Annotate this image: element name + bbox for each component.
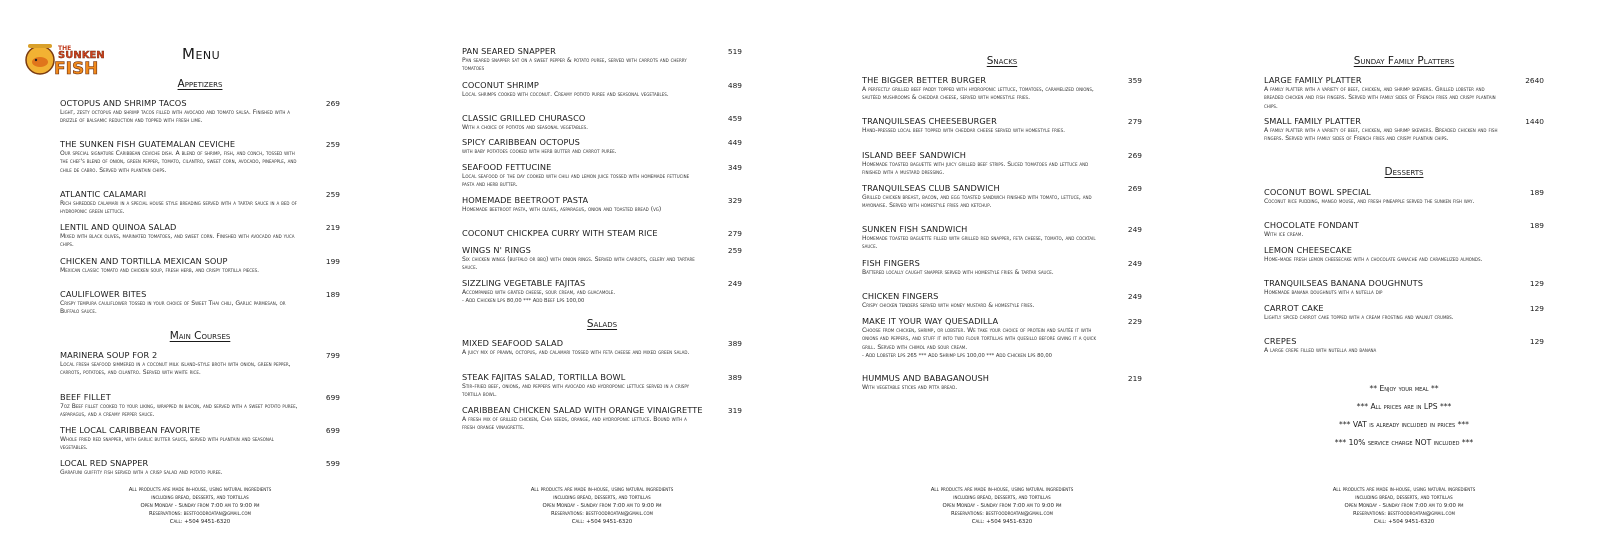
menu-item-header (1264, 187, 1544, 197)
menu-item-price: 269 (325, 99, 340, 108)
menu-item-description: A juicy mix of prawn, octopus, and calamari tossed with feta cheese and mixed green salad. (462, 349, 690, 356)
menu-item-addon-note: - Add Chicken Lps 80,00 *** Add Beef Lps 100,00 (462, 298, 585, 305)
menu-item-header (462, 195, 742, 205)
menu-item-description: Lightly spiced carrot cake topped with a cream frosting and walnut crumbs. (1264, 314, 1454, 321)
menu-item (462, 46, 742, 74)
menu-item-header (462, 228, 742, 238)
menu-item-price: 219 (1127, 374, 1142, 383)
logo-line3: FISH (54, 59, 99, 78)
menu-item-price: 269 (1127, 151, 1142, 160)
menu-item-price: 219 (325, 223, 340, 232)
menu-item-header (60, 222, 340, 232)
menu-item (862, 150, 1142, 178)
footer-line: All products are made in-house, using natural ingredients (530, 487, 674, 493)
menu-item-description: Local shrimps cooked with coconut. Creamy potato puree and seasonal vegetables. (462, 91, 669, 98)
menu-item-price: 2640 (1525, 76, 1544, 85)
menu-item (862, 291, 1142, 310)
menu-item-header (862, 75, 1142, 85)
footer-line: including bread, desserts, and tortillas (553, 495, 651, 501)
menu-item-description: Stir-fried beef, onions, and peppers with avocado and hydroponic lettuce served in a crispy tortilla bowl. (462, 383, 690, 399)
menu-item-name: FISH FINGERS (862, 258, 920, 268)
menu-item-name: COCONUT CHICKPEA CURRY WITH STEAM RICE (462, 228, 658, 238)
menu-item (60, 222, 340, 250)
menu-item (1264, 245, 1544, 264)
menu-item-price: 359 (1127, 76, 1142, 85)
footer-line: All products are made in-house, using natural ingredients (930, 487, 1074, 493)
menu-item-header (862, 258, 1142, 268)
menu-item-price: 259 (325, 190, 340, 199)
column-main-courses-salads (462, 0, 742, 548)
menu-item-description: Homemade toasted baguette filled with grilled red snapper, feta cheese, tomato, and cocktail sauce. (862, 235, 1096, 251)
menu-item-description: 7oz Beef fillet cooked to your liking, wrapped in bacon, and served with a sweet potato puree, asparagus, and a creamy pepper sauce. (60, 403, 298, 419)
menu-item-name: LEMON CHEESECAKE (1264, 245, 1353, 255)
menu-item-name: LENTIL AND QUINOA SALAD (60, 222, 177, 232)
menu-item (462, 80, 742, 99)
menu-item (60, 392, 340, 420)
menu-item-description: Whole fried red snapper, with garlic butter sauce, served with plantain and seasonal vegetables. (60, 436, 274, 452)
menu-item (60, 458, 340, 477)
menu-item-description: Garafuni guiffity fish served with a crisp salad and potato puree. (60, 469, 223, 476)
menu-item-description: With a choice of potatos and seasonal vegetables. (462, 124, 589, 131)
menu-item-header (462, 278, 742, 288)
menu-item (462, 228, 742, 238)
menu-item (60, 289, 340, 317)
menu-item-price: 699 (325, 426, 340, 435)
menu-item-header (60, 458, 340, 468)
menu-item (60, 256, 340, 275)
menu-item-price: 199 (325, 257, 340, 266)
menu-item-description: with baby potatoes cooked with herb butter and carrot puree. (462, 148, 617, 155)
menu-item-header (462, 338, 742, 348)
menu-item (60, 350, 340, 378)
footer-line: including bread, desserts, and tortillas (1355, 495, 1453, 501)
menu-item-name: PAN SEARED SNAPPER (462, 46, 556, 56)
footer-line: Open Monday - Sunday from 7:00 am to 9:00 pm (1344, 503, 1464, 509)
column-platters-desserts (1264, 0, 1544, 548)
section-title-main-courses: Main Courses (169, 330, 231, 342)
menu-item (862, 258, 1142, 277)
menu-item-header (462, 245, 742, 255)
menu-item-price: 449 (727, 138, 742, 147)
logo-line2: SUNKEN (58, 50, 105, 61)
menu-item-name: TRANQUILSEAS CLUB SANDWICH (862, 183, 1000, 193)
menu-item-price: 229 (1127, 317, 1142, 326)
menu-item-header (1264, 278, 1544, 288)
footer (1264, 486, 1544, 526)
menu-item-name: MAKE IT YOUR WAY QUESADILLA (862, 316, 999, 326)
menu-item (462, 245, 742, 273)
menu-item-price: 259 (325, 140, 340, 149)
menu-item (60, 189, 340, 217)
menu-item-description: A family platter with a variety of beef, chicken, and shrimp skewers. Grilled lobster and breaded chicken and fish fingers. Served with family sides of French fries and crispy plantain chips. (1264, 86, 1496, 110)
section-title-platters: Sunday Family Platters (1353, 55, 1455, 67)
menu-item-name: CAULIFLOWER BITES (60, 289, 147, 299)
menu-item-price: 129 (1529, 279, 1544, 288)
menu-item (862, 183, 1142, 211)
menu-item-description: Our special signature Caribbean ceviche dish. A blend of shrimp, fish, and conch, tossed with the chef's blend of onion, green pepper, tomato, cilantro, sweet corn, avocado, pineapple, and chile de cabro. Served with plantain chips. (60, 150, 297, 174)
menu-item-price: 129 (1529, 337, 1544, 346)
menu-item (462, 162, 742, 190)
menu-item-description: Home-made fresh lemon cheesecake with a chocolate ganache and caramelized almonds. (1264, 256, 1483, 263)
menu-item-description: Homemade toasted baguette with juicy grilled beef strips. Sliced tomatoes and lettuce and finished with a mustard dressing. (862, 161, 1089, 177)
footer (462, 486, 742, 526)
menu-item-name: MIXED SEAFOOD SALAD (462, 338, 564, 348)
note-line: *** 10% service charge NOT included *** (1334, 438, 1474, 447)
footer-line: Open Monday - Sunday from 7:00 am to 9:00 pm (542, 503, 662, 509)
menu-item-price: 599 (325, 459, 340, 468)
menu-item (462, 195, 742, 214)
menu-item-price: 259 (727, 246, 742, 255)
menu-item (462, 278, 742, 305)
menu-item-price: 249 (1127, 225, 1142, 234)
menu-item-header (862, 316, 1142, 326)
menu-item-price: 279 (727, 229, 742, 238)
menu-item-description: Grilled chicken breast, bacon, and egg toasted sandwich finished with tomato, lettuce, and mayonaise. Served with homestyle fries and ketchup. (862, 194, 1092, 210)
menu-item-header (60, 139, 340, 149)
menu-item-name: CLASSIC GRILLED CHURASCO (462, 113, 586, 123)
menu-item-price: 389 (727, 339, 742, 348)
menu-item-description: Homemade banana doughnuts with a nutella dip (1264, 289, 1383, 296)
menu-item (1264, 336, 1544, 355)
menu-item-header (1264, 245, 1544, 255)
menu-item-name: WINGS N' RINGS (462, 245, 531, 255)
menu-item-description: Light, zesty octopus and shrimp tacos filled with avocado and tomato salsa. Finished with a drizzle of balsamic reduction and topped with fresh lime. (60, 109, 290, 125)
menu-item-name: SPICY CARIBBEAN OCTOPUS (462, 137, 580, 147)
menu-item-header (462, 372, 742, 382)
menu-item-header (862, 291, 1142, 301)
note-line: ** Enjoy your meal ** (1369, 384, 1439, 393)
menu-item-description: A large crepe filled with nutella and banana (1264, 347, 1377, 354)
menu-item-description: Mexican classic tomato and chicken soup, fresh herb, and crispy tortilla pieces. (60, 267, 260, 274)
menu-item-name: CHOCOLATE FONDANT (1264, 220, 1359, 230)
menu-item-description: Local seafood of the day cooked with chili and lemon juice tossed with homemade fettucine pasta and herb butter. (462, 173, 690, 189)
menu-item-header (462, 113, 742, 123)
menu-item-name: SUNKEN FISH SANDWICH (862, 224, 968, 234)
menu-item-price: 269 (1127, 184, 1142, 193)
menu-item-header (862, 150, 1142, 160)
menu-item-name: OCTOPUS AND SHRIMP TACOS (60, 98, 187, 108)
menu-item-price: 389 (727, 373, 742, 382)
menu-item-name: BEEF FILLET (60, 392, 111, 402)
menu-item-name: CREPES (1264, 336, 1297, 346)
menu-item-description: A perfectly grilled beef paddy topped with hydroponic lettuce, tomatoes, caramelized onions, sautéed mushrooms & cheddar cheese, served with homestyle fries. (862, 86, 1094, 102)
menu-item (462, 372, 742, 400)
menu-item-addon-note: - Add Lobster Lps 265 *** Add Shrimp Lps 100,00 *** Add Chicken Lps 80,00 (862, 353, 1052, 360)
menu-item-header (60, 98, 340, 108)
menu-item (1264, 303, 1544, 322)
menu-notes (1264, 384, 1544, 456)
logo-line1: THE (58, 45, 72, 52)
menu-item-header (1264, 220, 1544, 230)
menu-item-header (462, 137, 742, 147)
footer-line: Call: +504 9451-6320 (1373, 519, 1435, 525)
menu-item-name: CHICKEN AND TORTILLA MEXICAN SOUP (60, 256, 228, 266)
footer-line: Call: +504 9451-6320 (971, 519, 1033, 525)
menu-item-name: SIZZLING VEGETABLE FAJITAS (462, 278, 586, 288)
menu-item-name: TRANQUILSEAS BANANA DOUGHNUTS (1264, 278, 1423, 288)
menu-item-description: Homemade beetroot pasta, with olives, asparagus, onion and toasted bread (vg) (462, 206, 662, 213)
menu-item-name: COCONUT SHRIMP (462, 80, 539, 90)
footer-line: All products are made in-house, using natural ingredients (1332, 487, 1476, 493)
menu-item-name: COCONUT BOWL SPECIAL (1264, 187, 1371, 197)
menu-item-price: 249 (1127, 292, 1142, 301)
menu-item-header (1264, 116, 1544, 126)
menu-item-price: 189 (1529, 188, 1544, 197)
footer-line: including bread, desserts, and tortillas (953, 495, 1051, 501)
menu-item (462, 113, 742, 132)
menu-item-header (462, 405, 742, 415)
menu-item-header (60, 189, 340, 199)
note-line: *** All prices are in LPS *** (1356, 402, 1452, 411)
menu-item-header (1264, 303, 1544, 313)
menu-item-name: SMALL FAMILY PLATTER (1264, 116, 1362, 126)
menu-item-price: 519 (727, 47, 742, 56)
menu-item-name: THE BIGGER BETTER BURGER (862, 75, 987, 85)
menu-item-description: Accompanied with grated cheese, sour cream, and guacamole. (462, 289, 616, 296)
column-appetizers (60, 0, 340, 548)
menu-item-price: 129 (1529, 304, 1544, 313)
menu-item-price: 1440 (1525, 117, 1544, 126)
menu-item-header (1264, 75, 1544, 85)
menu-item-name: ATLANTIC CALAMARI (60, 189, 147, 199)
footer-line: Open Monday - Sunday from 7:00 am to 9:00 pm (942, 503, 1062, 509)
menu-item-name: HOMEMADE BEETROOT PASTA (462, 195, 589, 205)
menu-item-header (862, 224, 1142, 234)
menu-item-name: SEAFOOD FETTUCINE (462, 162, 552, 172)
menu-item-header (862, 373, 1142, 383)
menu-item (462, 338, 742, 357)
menu-item-header (60, 256, 340, 266)
menu-item-name: THE LOCAL CARIBBEAN FAVORITE (60, 425, 201, 435)
menu-item-name: LARGE FAMILY PLATTER (1264, 75, 1362, 85)
menu-item-header (862, 116, 1142, 126)
menu-item-price: 189 (1529, 221, 1544, 230)
menu-item-name: LOCAL RED SNAPPER (60, 458, 149, 468)
menu-item-price: 279 (1127, 117, 1142, 126)
menu-item-name: TRANQUILSEAS CHEESEBURGER (862, 116, 997, 126)
menu-item (1264, 220, 1544, 239)
section-title-appetizers: Appetizers (177, 78, 223, 90)
menu-item-price: 329 (727, 196, 742, 205)
column-snacks (862, 0, 1142, 548)
menu-item-description: A fresh mix of grilled chicken, Chia seeds, orange, and hydroponic lettuce. Bound with a fresh orange vinaigrette. (462, 416, 687, 432)
menu-item-description: Crispy tempura cauliflower tossed in your choice of Sweet Thai chili, Garlic parmesan, or Buffalo sauce. (60, 300, 286, 316)
menu-item-description: Hand-pressed local beef topped with cheddar cheese served with homestyle fries. (862, 127, 1066, 134)
menu-item-description: Mixed with black olives, marinated tomatoes, and sweet corn. Finished with avocado and yuca chips. (60, 233, 295, 249)
menu-item-price: 489 (727, 81, 742, 90)
menu-item (462, 405, 742, 433)
menu-item-name: STEAK FAJITAS SALAD, TORTILLA BOWL (462, 372, 626, 382)
footer-line: Reservations: bestfoodroatan@gmail.com (951, 511, 1053, 517)
menu-item (862, 116, 1142, 135)
menu-item (60, 139, 340, 175)
menu-item-description: A family platter with a variety of beef, chicken, and shrimp skewers. Breaded chicken and fish fingers. Served with family sides of French fries and crispy plantain chips. (1264, 127, 1498, 143)
footer-line: Call: +504 9451-6320 (169, 519, 231, 525)
menu-item-header (60, 425, 340, 435)
footer (862, 486, 1142, 526)
menu-item-name: CARROT CAKE (1264, 303, 1324, 313)
section-title-salads: Salads (586, 318, 618, 330)
menu-item-description: Crispy chicken tenders served with honey mustard & homestyle fries. (862, 302, 1035, 309)
menu-item-header (462, 80, 742, 90)
menu-item-description: Pan seared snapper sat on a sweet pepper & potato puree, served with carrots and cherry tomatoes (462, 57, 687, 73)
menu-item-price: 189 (325, 290, 340, 299)
menu-item-header (1264, 336, 1544, 346)
menu-item (462, 137, 742, 156)
menu-item-description: Local fresh seafood simmered in a coconut milk island-style broth with onion, green pepper, carrots, potatoes, and cilantro. Served with white rice. (60, 361, 291, 377)
menu-item-name: THE SUNKEN FISH GUATEMALAN CEVICHE (60, 139, 236, 149)
footer (60, 486, 340, 526)
menu-item-header (462, 162, 742, 172)
footer-line: Reservations: bestfoodroatan@gmail.com (551, 511, 653, 517)
menu-item-header (60, 289, 340, 299)
menu-item-description: Choose from chicken, shrimp, or lobster. We take your choice of protein and sautée it with onions and peppers, and stuff it into two flour tortillas with quesillo before giving it a quick grill. Served with chimol and sour cream. (862, 327, 1097, 351)
menu-item-description: With vegetable sticks and pitta bread. (862, 384, 958, 391)
menu-item-name: HUMMUS AND BABAGANOUSH (862, 373, 990, 383)
menu-item-description: Six chicken wings (buffalo or bbq) with onion rings. Served with carrots, celery and tartare sauce. (462, 256, 695, 272)
menu-item-header (862, 183, 1142, 193)
menu-item-price: 319 (727, 406, 742, 415)
menu-item (1264, 278, 1544, 297)
menu-item (862, 75, 1142, 103)
menu-item-price: 249 (727, 279, 742, 288)
section-title-snacks: Snacks (986, 55, 1018, 67)
menu-item (60, 425, 340, 453)
note-line: *** VAT is already included in prices *** (1339, 420, 1469, 429)
footer-line: Reservations: bestfoodroatan@gmail.com (1353, 511, 1455, 517)
menu-item-price: 459 (727, 114, 742, 123)
footer-line: Reservations: bestfoodroatan@gmail.com (149, 511, 251, 517)
menu-item-header (60, 350, 340, 360)
footer-line: including bread, desserts, and tortillas (151, 495, 249, 501)
menu-item-description: Battered locally caught snapper served with homestyle fries & tartar sauce. (862, 269, 1054, 276)
menu-item-name: MARINERA SOUP FOR 2 (60, 350, 158, 360)
menu-item (862, 373, 1142, 392)
menu-item-description: With ice cream. (1264, 231, 1304, 238)
menu-item-price: 349 (727, 163, 742, 172)
menu-item-price: 799 (325, 351, 340, 360)
footer-line: All products are made in-house, using natural ingredients (128, 487, 272, 493)
section-title-desserts: Desserts (1384, 166, 1424, 178)
menu-item (60, 98, 340, 126)
menu-item-price: 699 (325, 393, 340, 402)
footer-line: Call: +504 9451-6320 (571, 519, 633, 525)
page-title: Menu (182, 45, 221, 63)
menu-item-header (60, 392, 340, 402)
menu-item (1264, 116, 1544, 144)
footer-line: Open Monday - Sunday from 7:00 am to 9:00 pm (140, 503, 260, 509)
menu-item-name: CARIBBEAN CHICKEN SALAD WITH ORANGE VINAIGRETTE (462, 405, 703, 415)
menu-item (862, 224, 1142, 252)
menu-item (1264, 187, 1544, 206)
menu-item-name: CHICKEN FINGERS (862, 291, 939, 301)
menu-item (1264, 75, 1544, 111)
menu-item-price: 249 (1127, 259, 1142, 268)
menu-item-description: Coconut rice pudding, mango mouse, and fresh pineapple served the sunken fish way. (1264, 198, 1475, 205)
menu-item (862, 316, 1142, 360)
menu-item-description: Rich shredded calamari in a special house style breading served with a tartar sauce in a bed of hydroponic green lettuce. (60, 200, 297, 216)
menu-item-name: ISLAND BEEF SANDWICH (862, 150, 967, 160)
menu-item-header (462, 46, 742, 56)
